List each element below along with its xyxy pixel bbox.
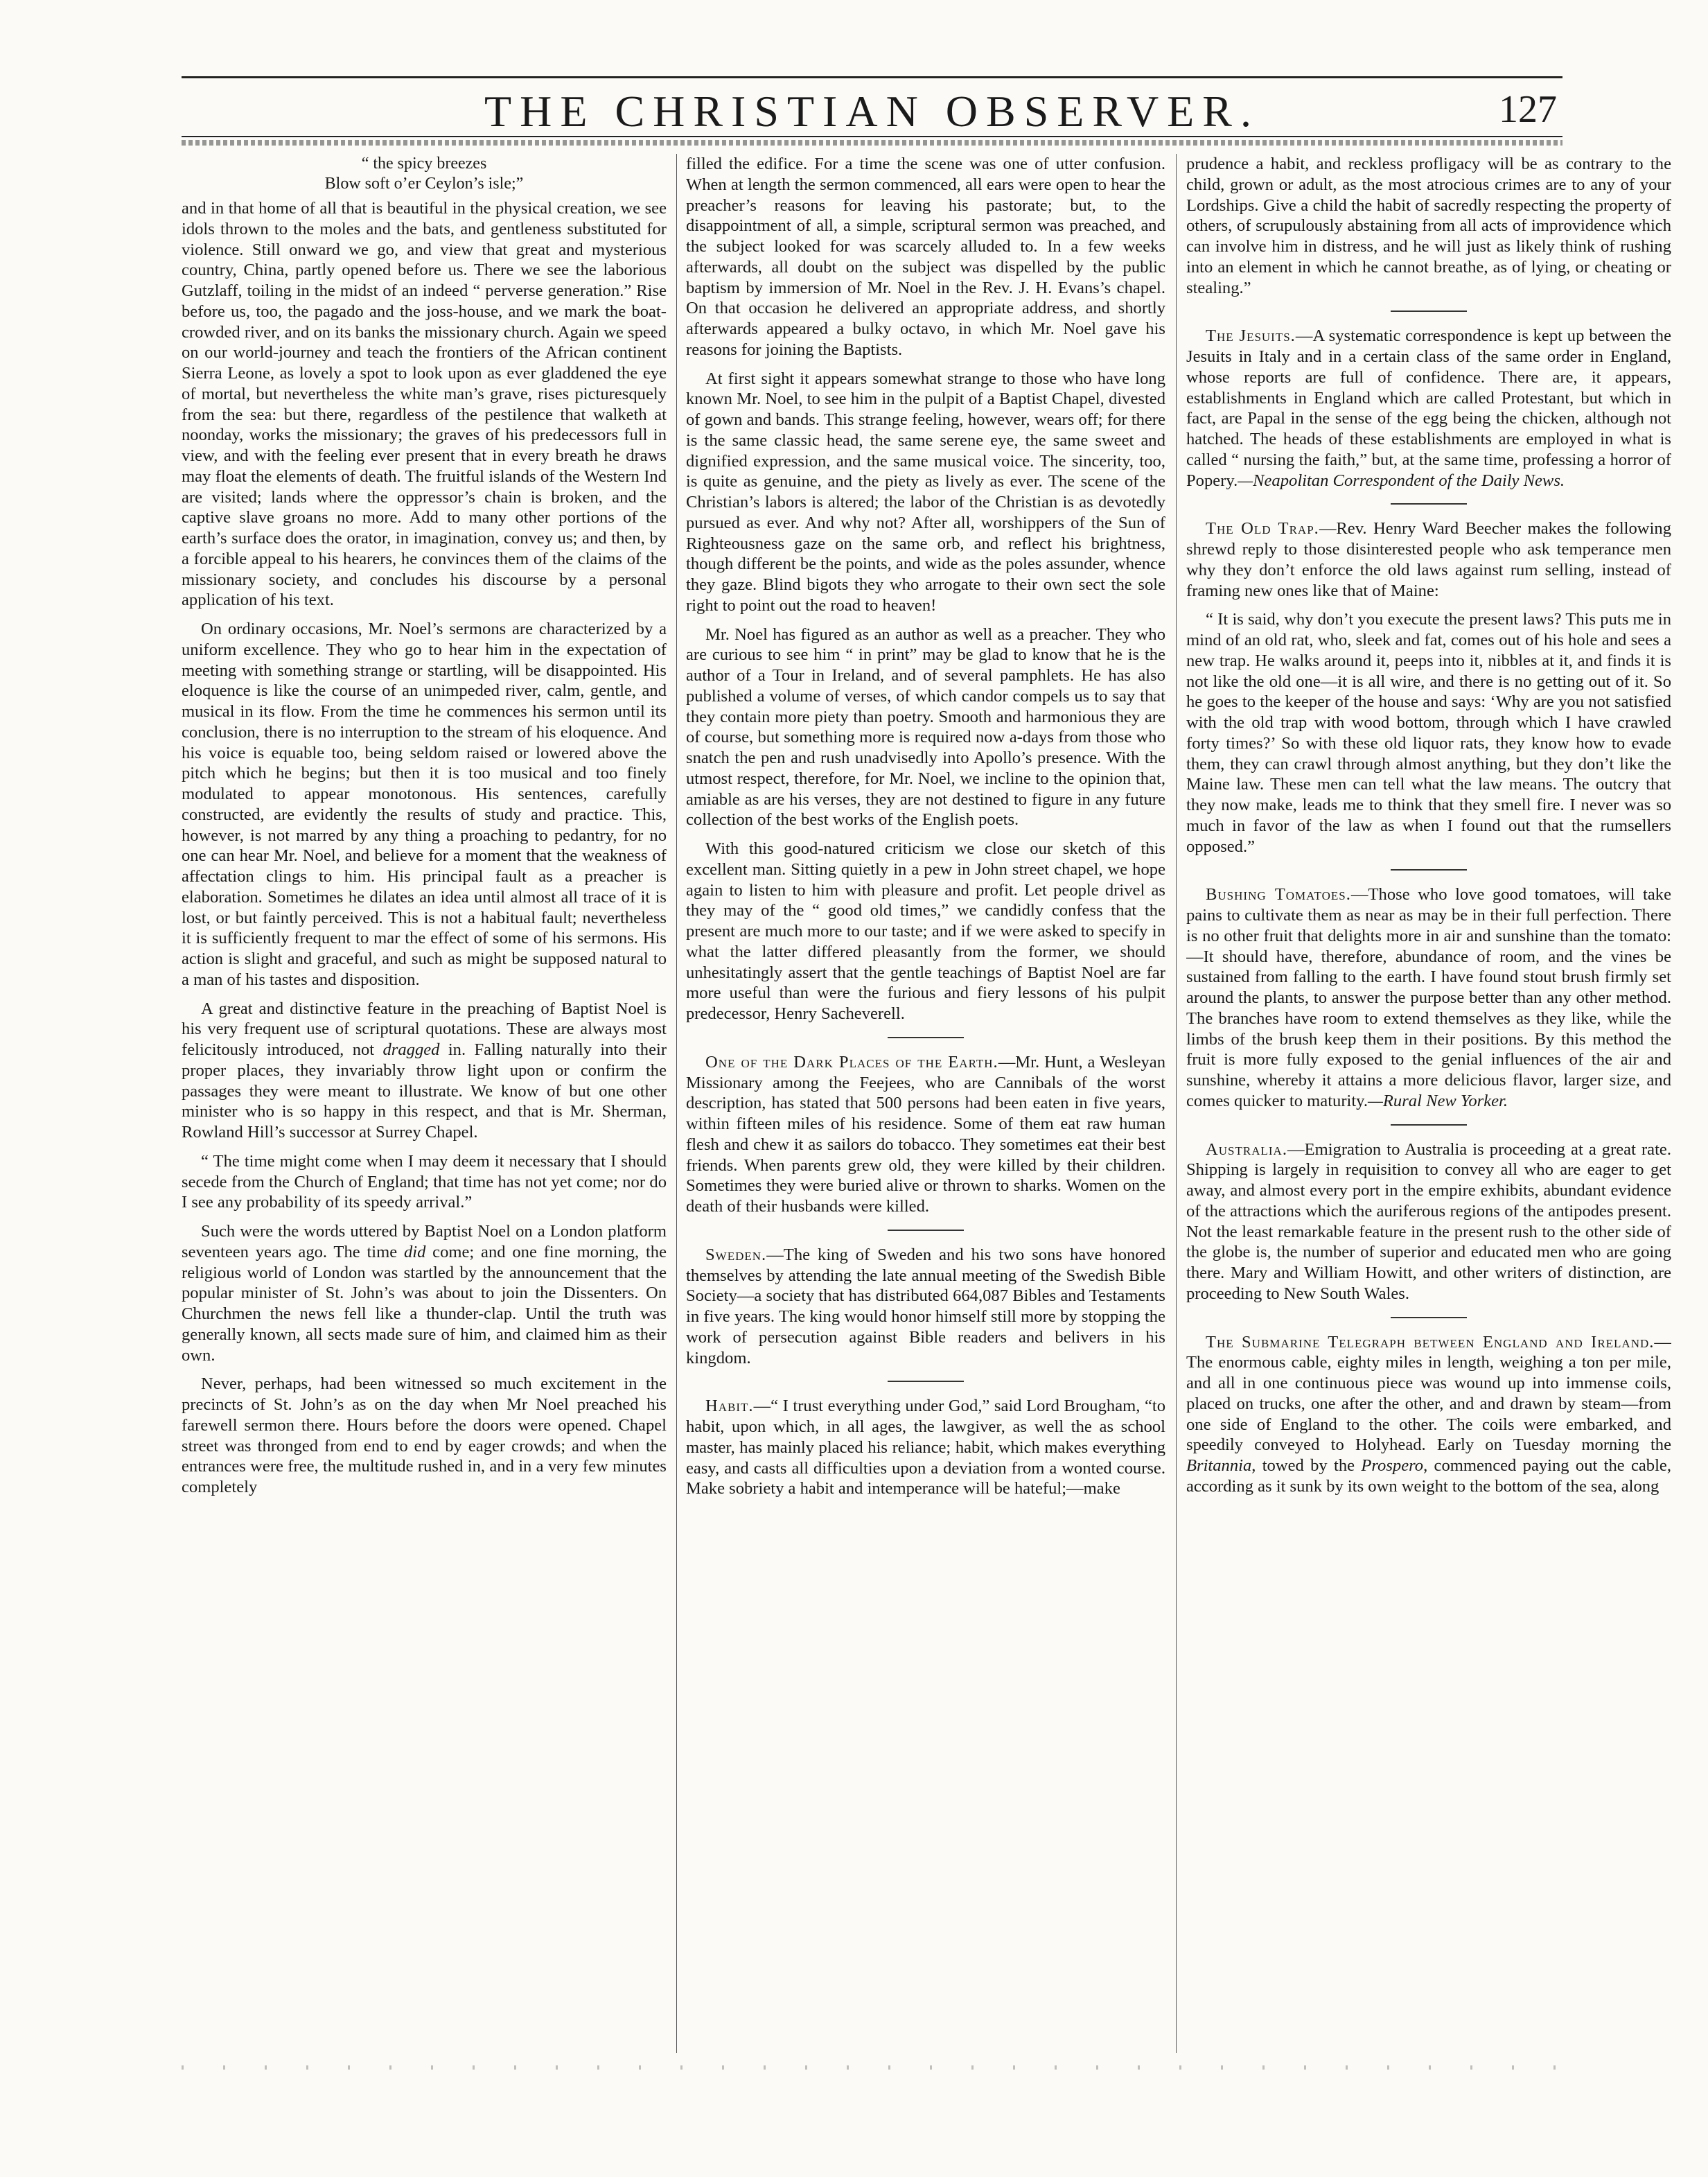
masthead (182, 83, 1562, 136)
article-heading: Sweden. (705, 1245, 767, 1264)
section-separator (1391, 311, 1467, 312)
article-body: —Emigration to Australia is proceeding at a great rate. Shipping is largely in requisition to convey all who are eager to get away, and almost every port in the empire exhibits, abundant evidence of the attractions which the auriferous regions of the antipodes present. Not the least remarkable feature in the present rush to the other side of the globe is, the number of superior and educated men who are going there. Mary and William Howitt, and other writers of distinction, are proceeding to New South Wales. (1186, 1139, 1671, 1303)
article-body: —Mr. Hunt, a Wesleyan Missionary among the Feejees, who are Cannibals of the worst description, has stated that 500 persons had been eaten in five years, within fifteen miles of his residence. Some of them eat raw human flesh and chew it as sailors do tobacco. They sometimes eat their best friends. When parents grew old, they were killed by their children. Sometimes they were buried alive or thrown to sharks. Women on the death of their husbands were killed. (686, 1052, 1165, 1216)
column-2 (686, 154, 1165, 2053)
block-quote: “ The time might come when I may deem it necessary that I should secede from the Church of England; that time has not yet come; nor do I see any probability of its speedy arrival.” (182, 1151, 667, 1212)
top-rule (182, 76, 1562, 78)
column-divider (676, 154, 677, 2053)
paragraph: At first sight it appears somewhat strange to those who have long known Mr. Noel, to see him in the pulpit of a Baptist Chapel, divested of gown and bands. This strange feeling, however, wears off; for there is the same classic head, the same serene eye, the same sweet and dignified expression, and the same musical voice. The sincerity, too, is quite as genuine, and the piety as lively as ever. The scene of the Christian’s labors is altered; the labor of the Christian is as devotedly pursued as ever. And why not? After all, worshippers of the Sun of Righteousness gaze on the same orb, and reflect his brightness, though different be the points, and wide as the poles assunder, whence they gaze. Blind bigots they who arrogate to their own sect the sole right to point out the road to heaven! (686, 369, 1165, 615)
paragraph: On ordinary occasions, Mr. Noel’s sermons are characterized by a uniform excellence. They who go to hear him in the expectation of meeting with something strange or startling, will be disappointed. His eloquence is like the course of an unimpeded river, calm, gentle, and musical in its flow. From the time he commences his sermon until its conclusion, there is no interruption to the stream of his eloquence. And his voice is equable too, being seldom raised or lowered above the pitch which he begins; but then it is too musical and too finely modulated to appear monotonous. His sentences, carefully constructed, are evidently the results of study and practice. This, however, is not marred by any thing a proaching to pedantry, for no one can hear Mr. Noel, and believe for a moment that the weakness of affectation clings to him. His principal fault as a preacher is elaboration. Sometimes he dilates an idea until almost all trace of it is lost, or but faintly perceived. This is not a habitual fault; nevertheless it is sufficiently frequent to mar the effect of some of his sermons. His action is slight and graceful, and such as might be supposed natural to a man of his tastes and disposition. (182, 620, 667, 989)
paragraph: With this good-natured criticism we close our sketch of this excellent man. Sitting quietly in a pew in John street chapel, we hope again to listen to him with pleasure and profit. Let people drivel as they may of the “ good old times,” we candidly confess that the present are much more to our taste; and if we were asked to specify in what the latter differed pleasantly from the former, we should unhesitatingly assert that the gentle teachings of Baptist Noel are far more useful than were the furious and fiery lessons of his pulpit predecessor, Henry Sacheverell. (686, 839, 1165, 1023)
article-heading: Australia. (1206, 1139, 1287, 1159)
paragraph: filled the edifice. For a time the scene was one of utter confusion. When at length the sermon commenced, all ears were open to hear the preacher’s reasons for leaving his pastorate; but, to the disappointment of all, a simple, scriptural sermon was preached, and the subject looked for was scarcely alluded to. In a few weeks afterwards, all doubt on the subject was dispelled by the public baptism by immersion of Mr. Noel in the Rev. J. H. Evans’s chapel. On that occasion he delivered an appropriate address, and shortly afterwards appeared a bulky octavo, in which Mr. Noel gave his reasons for joining the Baptists. (686, 155, 1165, 359)
section-separator (888, 1230, 964, 1231)
emphasis: Britannia (1186, 1456, 1252, 1475)
text-run: , towed by the (1251, 1456, 1362, 1475)
article-tomatoes (1186, 884, 1671, 1111)
section-separator (1391, 869, 1467, 871)
article-source: —Neapolitan Correspondent of the Daily News. (1238, 471, 1565, 490)
paragraph: Mr. Noel has figured as an author as well as a preacher. They who are curious to see him “ in print” may be glad to know that he is the author of a Tour in Ireland, and of several pamphlets. He has also published a volume of verses, of which candor compels us to say that they contain more piety than poetry. Smooth and harmonious they are of course, but something more is required now a-days from those who snatch the pen and rush unadvisedly into Apollo’s presence. With the utmost respect, therefore, for Mr. Noel, we incline to the opinion that, amiable as are his verses, they are not destined to figure in any future collection of the best works of the English poets. (686, 624, 1165, 830)
article-source: —Rural New Yorker. (1368, 1091, 1508, 1110)
verse-line: Blow soft o’er Ceylon’s isle;” (324, 175, 524, 193)
section-separator (1391, 1317, 1467, 1318)
article-heading: The Jesuits. (1206, 326, 1296, 346)
article-australia (1186, 1139, 1671, 1304)
verse-quote (182, 154, 667, 194)
article-body: —Rev. Henry Ward Beecher makes the following shrewd reply to those disinterested people who ask temperance men why they don’t enforce the old laws against rum selling, instead of framing new ones like that of Maine: (1186, 519, 1671, 600)
paragraph: Never, perhaps, had been witnessed so much excitement in the precincts of St. John’s as on the day when Mr Noel preached his farewell sermon there. Hours before the doors were opened. Chapel street was thronged from end to end by eager crowds; and when the entrances were free, the multitude rushed in, and in a very few minutes completely (182, 1374, 667, 1497)
text-run: —The enormous cable, eighty miles in length, weighing a ton per mile, and all in one continuous piece was wound up into immense coils, placed on trucks, one after the other, and and drawn by steam—from one side of England to the other. The coils were embarked, and speedily conveyed to Holyhead. Early on Tuesday morning the (1186, 1332, 1671, 1455)
paragraph: prudence a habit, and reckless profligacy will be as contrary to the child, grown or adult, as the most atrocious crimes are to any of your Lordships. Give a child the habit of sacredly respecting the property of others, of scrupulously abstaining from all acts of improvidence which can involve him in distress, and he will just as likely think of rushing into an element in which he cannot breathe, as of lying, or cheating or stealing.” (1186, 155, 1671, 297)
text-run: , commenced paying out the cable, according as it sunk by its own weight to the bottom of the sea, along (1186, 1456, 1671, 1496)
header-rule (182, 136, 1562, 137)
article-heading: Bushing Tomatoes. (1206, 885, 1351, 904)
article-heading: One of the Dark Places of the Earth. (705, 1052, 998, 1072)
emphasis: did (403, 1242, 426, 1261)
article-body: —Those who love good tomatoes, will take pains to cultivate them as near as may be in their full perfection. There is no other fruit that delights more in air and sunshine than the tomato:—It should have, therefore, abundance of room, and the vines be sustained from falling to the earth. I have found stout brush firmly set around the plants, to answer the purpose better than any other method. The branches have room to extend themselves as they like, while the limbs of the brush keep them in their positions. By this method the fruit is more fully exposed to the genial influences of the air and sunshine, whereby it attains a more delicious flavor, larger size, and comes quicker to maturity. (1186, 885, 1671, 1110)
article-sweden (686, 1245, 1165, 1369)
section-separator (888, 1381, 964, 1382)
text-run: A great and distinctive feature in the preaching of Baptist Noel is his very frequent use of scriptural quotations. These are always most felicitously introduced, not (182, 999, 667, 1060)
section-separator (888, 1037, 964, 1038)
verse-line: “ the spicy breezes (361, 155, 487, 173)
ornamental-rule (182, 140, 1562, 146)
paragraph (182, 1221, 667, 1365)
article-dark-places (686, 1052, 1165, 1217)
paragraph (182, 999, 667, 1143)
article-heading: The Submarine Telegraph between England and Ireland. (1206, 1332, 1655, 1352)
page-title: THE CHRISTIAN OBSERVER. (484, 87, 1260, 136)
article-telegraph (1186, 1332, 1671, 1497)
section-separator (1391, 503, 1467, 505)
column-1 (182, 154, 667, 2053)
article-body: —The king of Sweden and his two sons have honored themselves by attending the late annual meeting of the Swedish Bible Society—a society that has distributed 664,087 Bibles and Testaments in five years. The king would honor himself still more by stopping the work of persecution against Bible readers and belivers in his kingdom. (686, 1245, 1165, 1367)
article-heading: Habit. (705, 1397, 754, 1416)
page-number: 127 (1499, 88, 1557, 131)
text-run: Such were the words uttered by Baptist Noel on a London platform seventeen years ago. The time (182, 1222, 667, 1261)
text-run: come; and one fine morning, the religious world of London was startled by the announcement that the popular minister of St. John’s was about to join the Dissenters. On Churchmen the news fell like a thunder-clap. Until the truth was generally known, all sects made sure of him, and claimed him as their own. (182, 1242, 667, 1365)
emphasis: Prospero (1361, 1456, 1424, 1475)
bottom-specks (182, 2065, 1562, 2070)
article-body: —A systematic correspondence is kept up between the Jesuits in Italy and in a certain class of the same order in England, whose reports are full of confidence. There are, it appears, establishments in England which are called Protestant, but which in fact, are Papal in the sense of the egg being the chicken, although not hatched. The heads of these establishments are employed in what is called “ nursing the faith,” but, at the same time, professing a horror of Popery. (1186, 326, 1671, 490)
section-separator (1391, 1124, 1467, 1126)
article-heading: The Old Trap. (1206, 519, 1319, 539)
article-jesuits (1186, 326, 1671, 491)
column-3 (1186, 154, 1671, 2053)
column-divider (1176, 154, 1177, 2053)
paragraph: and in that home of all that is beautiful in the physical creation, we see idols thrown to the moles and the bats, and gentleness substituted for violence. Still onward we go, and view that great and mysterious country, China, partly opened before us. There we see the laborious Gutzlaff, toiling in the midst of an indeed “ perverse generation.” Rise before us, too, the pagado and the joss-house, and we mark the boat-crowded river, and on its banks the missionary church. Again we speed on our world-journey and teach the frontiers of the African continent Sierra Leone, as lovely a spot to look upon as ever gladdened the eye of mortal, but nevertheless the white man’s grave, rises picturesquely from the sea: but there, regardless of the pestilence that walketh at noonday, works the missionary; the graves of his predecessors full in view, and with the feeling ever present that in every breath he draws may float the elements of death. The fruitful islands of the Western Ind are visited; lands where the oppressor’s chain is broken, and the captive slave groans no more. Add to many other portions of the earth’s surface does the orator, in imagination, convey us; and then, by a forcible appeal to his hearers, he convinces them of the claims of the missionary society, and concludes his discourse by a personal application of his text. (182, 199, 667, 610)
text-run: in. Falling naturally into their proper places, they invariably throw light upon or confirm the passages they were meant to illustrate. We know of but one other minister who is so happy in this respect, and that is Mr. Sherman, Rowland Hill’s successor at Surrey Chapel. (182, 1040, 667, 1142)
article-body: —“ I trust everything under God,” said Lord Brougham, “to habit, upon which, in all ages, the lawgiver, as well the as school master, has mainly placed his reliance; habit, which makes everything easy, and casts all difficulties upon a deviation from a wonted course. Make sobriety a habit and intemperance will be hateful;—make (686, 1397, 1165, 1498)
emphasis: dragged (382, 1040, 440, 1060)
article-habit (686, 1396, 1165, 1499)
article-old-trap (1186, 518, 1671, 601)
block-quote: “ It is said, why don’t you execute the present laws? This puts me in mind of an old rat, who, sleek and fat, comes out of his hole and sees a new trap. He walks around it, peeps into it, nibbles at it, and finds it is not like the old one—it is all wire, and there is no getting out of it. So he goes to the keeper of the house and says: ‘Why are you not satisfied with the old trap with wood bottom, through which I have crawled forty times?’ So with these old liquor rats, they know how to evade them, they can crawl through almost anything, but they don’t like the Maine law. These men can tell what the law means. The outcry that they now make, leads me to think that they smell fire. I never was so much in favor of the law as when I found out that the rumsellers opposed.” (1186, 610, 1671, 856)
